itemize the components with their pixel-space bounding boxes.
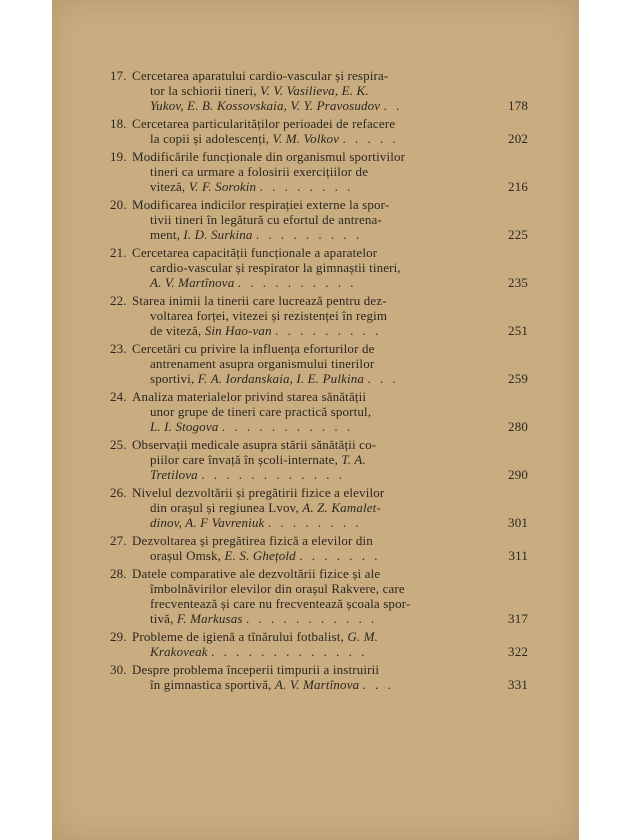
- toc-entry: [110, 485, 528, 530]
- page-number: 225: [508, 227, 528, 242]
- entry-author: V. F. Sorokin: [188, 179, 257, 194]
- entry-line: [132, 98, 484, 113]
- entry-line: [132, 548, 484, 563]
- entry-title-text: cardio-vascular și respirator la gimnaștii tineri,: [150, 260, 401, 275]
- table-of-contents: [110, 68, 528, 695]
- entry-line: [132, 611, 484, 626]
- entry-line: [132, 566, 484, 581]
- page-number: 259: [508, 371, 528, 386]
- entry-title-text: la copii și adolescenți,: [150, 131, 273, 146]
- dot-leader: . . . . . . . . .: [255, 227, 363, 242]
- dot-leader: . . . . . . . . . . . .: [201, 467, 345, 482]
- dot-leader: . . . . . . .: [299, 548, 381, 563]
- entry-line: [132, 131, 484, 146]
- entry-line: [132, 164, 484, 179]
- entry-title-text: Cercetări cu privire la influența eforturilor de: [132, 341, 375, 356]
- dot-leader: . . . . . . . . .: [275, 323, 382, 338]
- entry-title-text: Modificările funcționale din organismul sportivilor: [132, 149, 406, 164]
- entry-title-text: antrenament asupra organismului tinerilor: [150, 356, 375, 371]
- entry-number: 23.: [110, 341, 127, 356]
- entry-author: T. A.: [341, 452, 366, 467]
- entry-number: 28.: [110, 566, 127, 581]
- dot-leader: . . . . .: [342, 131, 399, 146]
- page-number: 301: [508, 515, 528, 530]
- entry-number: 18.: [110, 116, 127, 131]
- entry-number: 19.: [110, 149, 127, 164]
- entry-author: F. Markusas: [176, 611, 243, 626]
- dot-leader: . . .: [362, 677, 394, 692]
- entry-number: 17.: [110, 68, 127, 83]
- entry-title-text: Modificarea indicilor respirației externe la spor-: [132, 197, 390, 212]
- entry-line: [132, 662, 484, 677]
- dot-leader: . . . . . . . . . . .: [221, 419, 354, 434]
- entry-title-text: frecventează și care nu frecventează școala spor-: [150, 596, 411, 611]
- entry-title-text: Starea inimii la tinerii care lucrează pentru dez-: [132, 293, 387, 308]
- entry-title-text: îmbolnăvirilor elevilor din orașul Rakvere, care: [150, 581, 405, 596]
- page-number: 178: [508, 98, 528, 113]
- entry-title-text: tineri ca urmare a folosirii exercițiilor de: [150, 164, 369, 179]
- entry-line: [132, 116, 484, 131]
- entry-line: [132, 83, 484, 98]
- entry-line: [132, 596, 484, 611]
- dot-leader: . . . . . . . . . . .: [246, 611, 378, 626]
- entry-title-text: în gimnastica sportivă,: [150, 677, 275, 692]
- entry-line: [132, 515, 484, 530]
- entry-line: [132, 323, 484, 338]
- entry-line: [132, 500, 484, 515]
- entry-line: [132, 341, 484, 356]
- entry-author: dinov, A. F Vavreniuk: [150, 515, 265, 530]
- entry-title-text: Analiza materialelor privind starea sănătății: [132, 389, 367, 404]
- entry-line: [132, 245, 484, 260]
- entry-title-text: orașul Omsk,: [150, 548, 225, 563]
- entry-line: [132, 419, 484, 434]
- entry-line: [132, 467, 484, 482]
- dot-leader: . . . . . . . . . .: [237, 275, 357, 290]
- entry-title-text: Dezvoltarea și pregătirea fizică a elevilor din: [132, 533, 373, 548]
- entry-title-text: tivii tineri în legătură cu efortul de antrena-: [150, 212, 382, 227]
- entry-line: [132, 485, 484, 500]
- entry-author: V. M. Volkov: [272, 131, 340, 146]
- toc-entry: [110, 68, 528, 113]
- toc-entry: [110, 566, 528, 626]
- page-number: 216: [508, 179, 528, 194]
- entry-title-text: ment,: [150, 227, 184, 242]
- entry-line: [132, 437, 484, 452]
- entry-title-text: piilor care învață în școli-internate,: [150, 452, 342, 467]
- dot-leader: . . . . . . . . . . . . .: [211, 644, 368, 659]
- entry-author: Sin Hao-van: [204, 323, 272, 338]
- entry-title-text: Cercetarea particularităților perioadei de refacere: [132, 116, 396, 131]
- toc-entry: [110, 341, 528, 386]
- entry-title-text: Despre problema începerii timpurii a instruirii: [132, 662, 380, 677]
- toc-entry: [110, 116, 528, 146]
- page-number: 317: [508, 611, 528, 626]
- entry-author: A. Z. Kamalet-: [302, 500, 381, 515]
- page-number: 251: [508, 323, 528, 338]
- dot-leader: . . . . . . . .: [267, 515, 362, 530]
- entry-author: Tretilova: [150, 467, 198, 482]
- entry-title-text: voltarea forței, vitezei și rezistenței în regim: [150, 308, 388, 323]
- page-number: 322: [508, 644, 528, 659]
- entry-line: [132, 227, 484, 242]
- entry-line: [132, 404, 484, 419]
- entry-number: 20.: [110, 197, 127, 212]
- entry-title-text: viteză,: [150, 179, 189, 194]
- entry-line: [132, 533, 484, 548]
- entry-author: L. I. Stogova: [150, 419, 219, 434]
- entry-line: [132, 179, 484, 194]
- page-number: 331: [508, 677, 528, 692]
- toc-entry: [110, 197, 528, 242]
- dot-leader: . . . . . . . .: [259, 179, 354, 194]
- entry-line: [132, 308, 484, 323]
- entry-line: [132, 644, 484, 659]
- entry-author: G. M.: [347, 629, 379, 644]
- entry-title-text: Datele comparative ale dezvoltării fizice și ale: [132, 566, 381, 581]
- entry-line: [132, 197, 484, 212]
- entry-title-text: unor grupe de tineri care practică sportul,: [150, 404, 372, 419]
- entry-line: [132, 371, 484, 386]
- entry-author: Yukov, E. B. Kossovskaia, V. Y. Pravosudov: [150, 98, 381, 113]
- entry-title-text: tor la schiorii tineri,: [150, 83, 261, 98]
- entry-number: 25.: [110, 437, 127, 452]
- entry-line: [132, 149, 484, 164]
- entry-number: 21.: [110, 245, 127, 260]
- entry-number: 27.: [110, 533, 127, 548]
- entry-author: Krakoveak: [150, 644, 208, 659]
- toc-entry: [110, 149, 528, 194]
- entry-title-text: din orașul și regiunea Lvov,: [150, 500, 303, 515]
- entry-line: [132, 275, 484, 290]
- entry-line: [132, 212, 484, 227]
- entry-title-text: Observații medicale asupra stării sănătății co-: [132, 437, 377, 452]
- toc-entry: [110, 629, 528, 659]
- page-number: 280: [508, 419, 528, 434]
- entry-line: [132, 293, 484, 308]
- toc-entry: [110, 533, 528, 563]
- toc-entry: [110, 389, 528, 434]
- entry-title-text: tivă,: [150, 611, 177, 626]
- entry-line: [132, 677, 484, 692]
- entry-line: [132, 68, 484, 83]
- entry-title-text: de viteză,: [150, 323, 205, 338]
- entry-author: V. V. Vasilieva, E. K.: [260, 83, 369, 98]
- entry-number: 30.: [110, 662, 127, 677]
- entry-author: A. V. Martînova: [150, 275, 235, 290]
- dot-leader: . .: [383, 98, 403, 113]
- entry-title-text: Cercetarea aparatului cardio-vascular și respira-: [132, 68, 389, 83]
- entry-line: [132, 452, 484, 467]
- page-number: 290: [508, 467, 528, 482]
- entry-author: A. V. Martînova: [274, 677, 360, 692]
- toc-entry: [110, 437, 528, 482]
- entry-line: [132, 629, 484, 644]
- dot-leader: . . .: [367, 371, 399, 386]
- toc-entry: [110, 245, 528, 290]
- entry-title-text: Probleme de igienă a tînărului fotbalist,: [132, 629, 348, 644]
- entry-title-text: sportivi,: [150, 371, 198, 386]
- entry-title-text: Cercetarea capacității funcționale a aparatelor: [132, 245, 378, 260]
- entry-line: [132, 581, 484, 596]
- entry-author: I. D. Surkina: [183, 227, 253, 242]
- toc-entry: [110, 662, 528, 692]
- entry-number: 24.: [110, 389, 127, 404]
- entry-number: 22.: [110, 293, 127, 308]
- entry-title-text: Nivelul dezvoltării și pregătirii fizice a elevilor: [132, 485, 385, 500]
- entry-line: [132, 356, 484, 371]
- entry-author: E. S. Ghețold: [224, 548, 296, 563]
- entry-number: 26.: [110, 485, 127, 500]
- toc-entry: [110, 293, 528, 338]
- entry-line: [132, 389, 484, 404]
- page-number: 235: [508, 275, 528, 290]
- entry-line: [132, 260, 484, 275]
- page-number: 202: [508, 131, 528, 146]
- entry-author: F. A. Iordanskaia, I. E. Pulkina: [197, 371, 365, 386]
- page-number: 311: [508, 548, 528, 563]
- entry-number: 29.: [110, 629, 127, 644]
